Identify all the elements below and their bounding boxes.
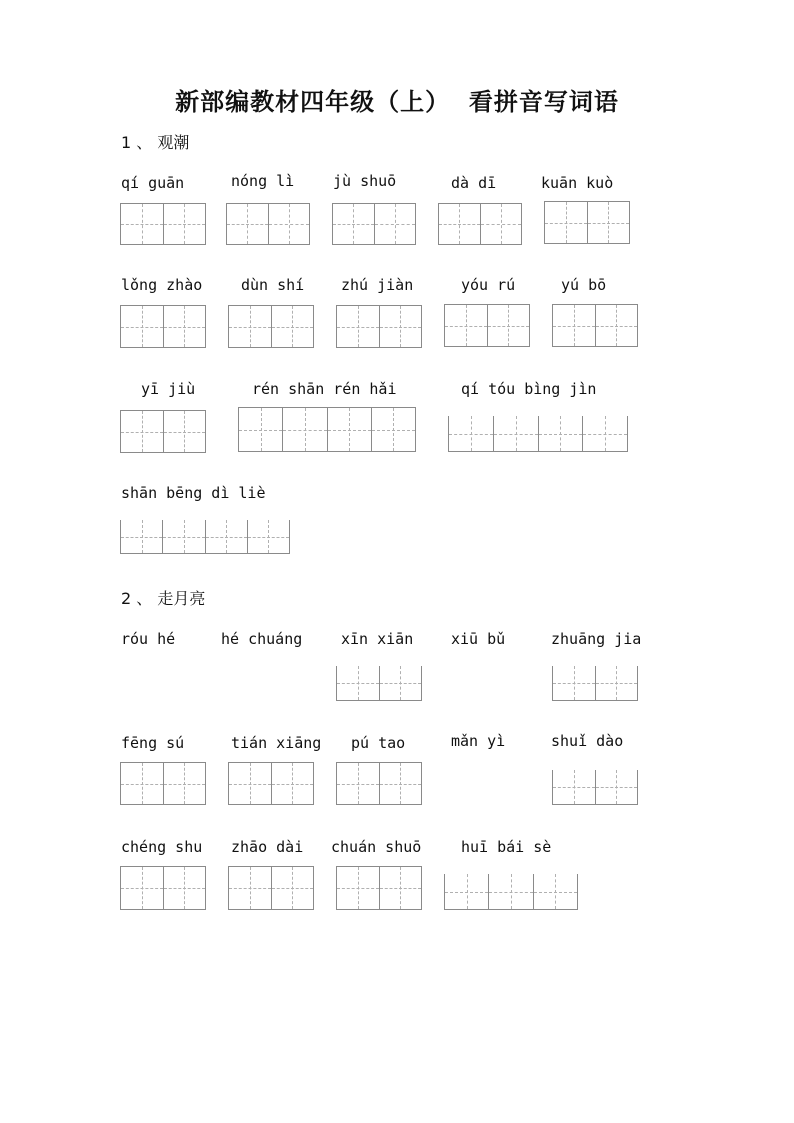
answer-grid[interactable]	[336, 762, 422, 805]
answer-grid[interactable]	[228, 866, 314, 910]
answer-grid[interactable]	[238, 407, 416, 452]
pinyin-label: jù shuō	[333, 172, 397, 190]
pinyin-label: tián xiāng	[231, 734, 322, 752]
page-title: 新部编教材四年级（上） 看拼音写词语	[175, 87, 619, 116]
pinyin-label: lǒng zhào	[121, 276, 203, 294]
answer-grid[interactable]	[120, 866, 206, 910]
answer-grid[interactable]	[228, 762, 314, 805]
pinyin-label: xīn xiān	[341, 630, 414, 648]
answer-grid[interactable]	[332, 203, 416, 245]
answer-grid[interactable]	[444, 304, 530, 347]
answer-grid[interactable]	[120, 410, 206, 453]
pinyin-label: zhāo dài	[231, 838, 304, 856]
pinyin-label: qí tóu bìng jìn	[461, 380, 597, 398]
pinyin-label: zhuāng jia	[551, 630, 642, 648]
answer-grid[interactable]	[120, 305, 206, 348]
pinyin-label: shuǐ dào	[551, 732, 624, 750]
answer-grid[interactable]	[444, 874, 578, 910]
pinyin-label: pú tao	[351, 734, 406, 752]
pinyin-label: huī bái sè	[461, 838, 552, 856]
answer-grid[interactable]	[228, 305, 314, 348]
pinyin-label: zhú jiàn	[341, 276, 414, 294]
pinyin-label: dùn shí	[241, 276, 305, 294]
pinyin-label: mǎn yì	[451, 732, 506, 750]
pinyin-label: xiū bǔ	[451, 630, 506, 648]
pinyin-label: yóu rú	[461, 276, 516, 294]
pinyin-label: yú bō	[561, 276, 607, 294]
pinyin-label: qí guān	[121, 174, 185, 192]
answer-grid[interactable]	[552, 770, 638, 805]
answer-grid[interactable]	[120, 520, 290, 554]
answer-grid[interactable]	[336, 866, 422, 910]
answer-grid[interactable]	[448, 416, 628, 452]
pinyin-label: róu hé	[121, 630, 176, 648]
answer-grid[interactable]	[120, 203, 206, 245]
answer-grid[interactable]	[336, 305, 422, 348]
answer-grid[interactable]	[226, 203, 310, 245]
section-2-heading: 2 、 走月亮	[121, 589, 206, 608]
answer-grid[interactable]	[552, 304, 638, 347]
pinyin-label: chuán shuō	[331, 838, 422, 856]
answer-grid[interactable]	[552, 666, 638, 701]
section-1-heading: 1 、 观潮	[121, 133, 190, 152]
pinyin-label: dà dī	[451, 174, 497, 192]
answer-grid[interactable]	[438, 203, 522, 245]
answer-grid[interactable]	[336, 666, 422, 701]
pinyin-label: fēng sú	[121, 734, 185, 752]
answer-grid[interactable]	[120, 762, 206, 805]
answer-grid[interactable]	[544, 201, 630, 244]
pinyin-label: yī jiù	[141, 380, 196, 398]
pinyin-label: hé chuáng	[221, 630, 303, 648]
pinyin-label: kuān kuò	[541, 174, 614, 192]
pinyin-label: rén shān rén hǎi	[252, 380, 397, 398]
pinyin-label: shān bēng dì liè	[121, 484, 266, 502]
pinyin-label: nóng lì	[231, 172, 295, 190]
pinyin-label: chéng shu	[121, 838, 203, 856]
